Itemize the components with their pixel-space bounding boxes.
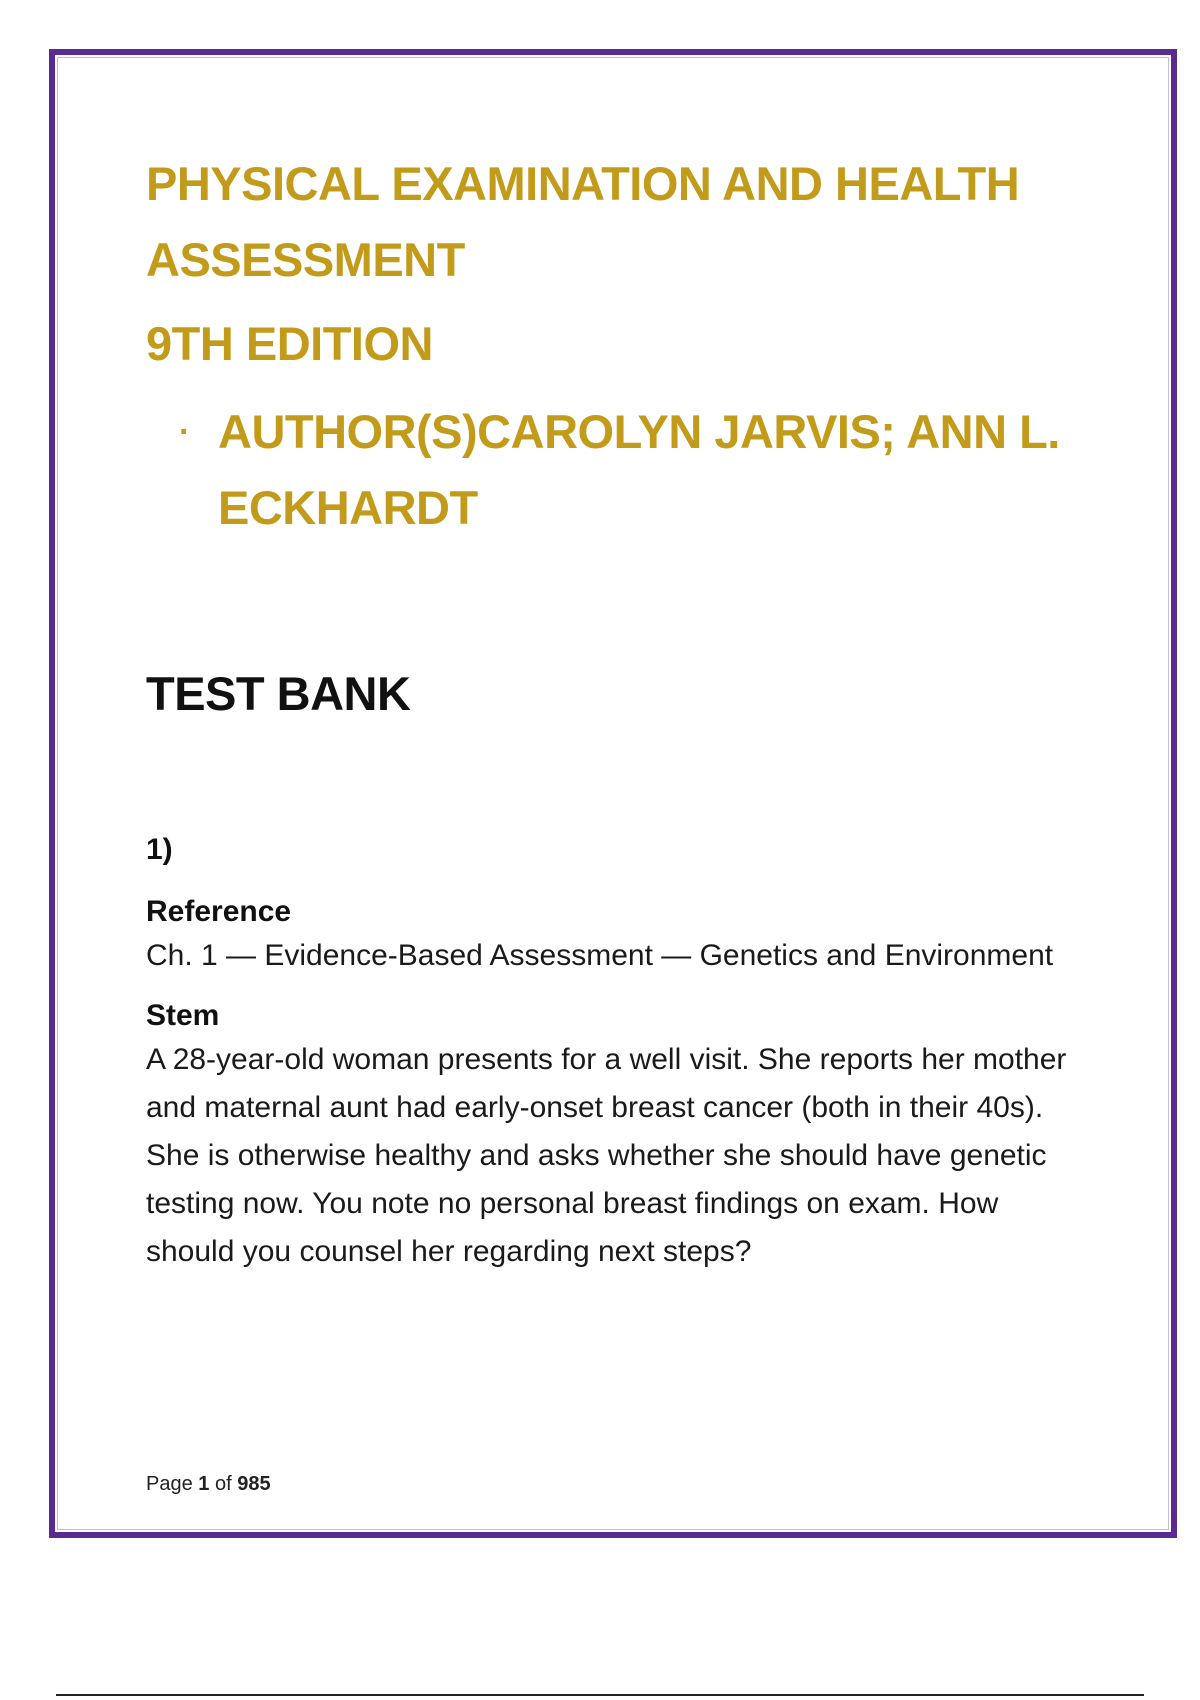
reference-label: Reference <box>146 895 292 928</box>
book-title-line-2: ASSESSMENT <box>146 233 465 286</box>
page-total: 985 <box>237 1473 271 1495</box>
authors-text: AUTHOR(S)CAROLYN JARVIS; ANN L. ECKHARDT <box>218 405 1060 534</box>
page-prefix: Page <box>146 1473 193 1495</box>
bullet-icon: · <box>179 413 191 451</box>
stem-label: Stem <box>146 999 220 1032</box>
page-content <box>146 146 1086 1276</box>
page-of: of <box>214 1473 232 1495</box>
stem-text: A 28-year-old woman presents for a well visit. She reports her mother and maternal aunt had early-onset breast cancer (both in their 40s). She is otherwise healthy and asks whether she should have genetic testing now. You note no personal breast findings on exam. How should you counsel her regarding next steps? <box>146 1043 1067 1268</box>
page-current: 1 <box>198 1473 210 1495</box>
question-number: 1) <box>146 833 173 866</box>
reference-text: Ch. 1 — Evidence-Based Assessment — Genetics and Environment <box>146 939 1054 972</box>
author-list-item <box>146 394 1086 546</box>
section-title: TEST BANK <box>146 667 411 720</box>
page-number-footer <box>146 1473 271 1496</box>
book-title-line-1: PHYSICAL EXAMINATION AND HEALTH <box>146 157 1020 210</box>
edition-label: 9TH EDITION <box>146 317 433 370</box>
bottom-divider <box>56 1694 1144 1696</box>
